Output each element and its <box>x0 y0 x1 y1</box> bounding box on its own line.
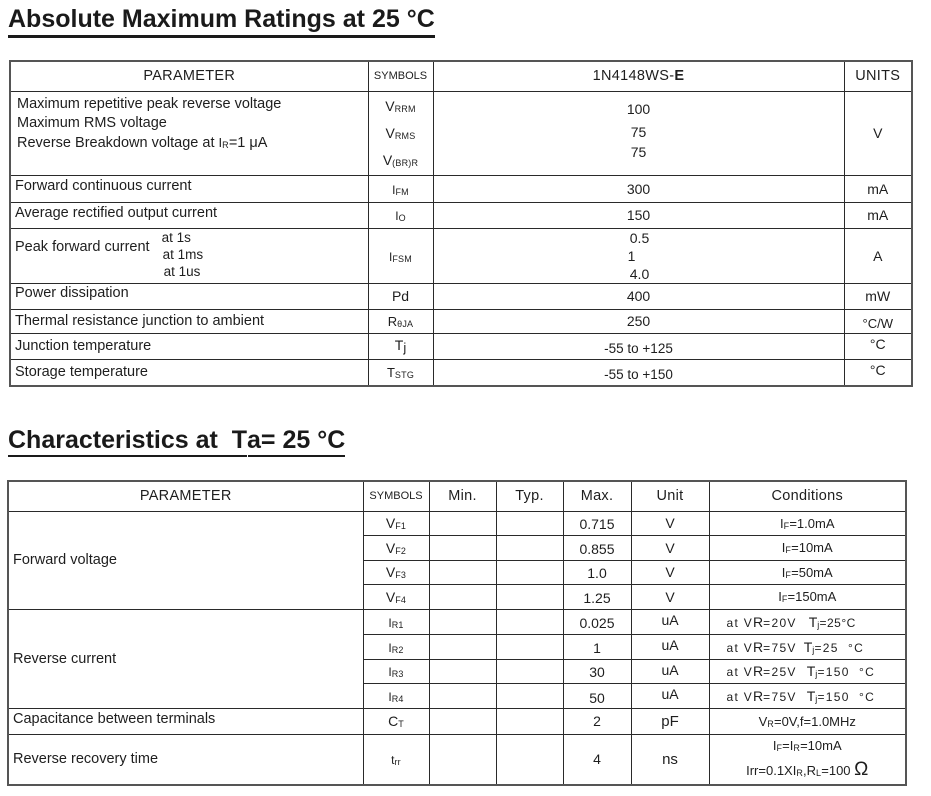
unit-cell: mA <box>844 202 912 228</box>
part-number-prefix: 1N4148WS- <box>592 68 675 85</box>
cond-irr-sub: R <box>796 767 804 778</box>
peak-cond-1us: at 1us <box>163 263 201 279</box>
cond-ir: =I <box>782 737 794 753</box>
cond-if-sub: F <box>776 742 783 753</box>
header-parameter: PARAMETER <box>8 481 363 511</box>
param-vbr <box>15 133 368 155</box>
cond-main: I <box>780 515 784 531</box>
header-symbols: SYMBOLS <box>363 481 429 511</box>
unit-cell: V <box>631 511 709 535</box>
cond-ir-main: I <box>218 134 223 150</box>
cond-main: V <box>758 713 768 729</box>
conditions-cell <box>709 609 906 634</box>
max-cell: 1.25 <box>563 584 631 609</box>
unit-cell: uA <box>631 609 709 634</box>
table-row <box>10 202 912 228</box>
symbol-main: T <box>394 337 404 353</box>
value-vbr: 75 <box>630 143 647 160</box>
unit-cell: °C <box>844 333 912 359</box>
cond-tj-sub: j <box>812 644 815 655</box>
symbol-cell <box>368 228 433 283</box>
cond-line-1 <box>710 735 906 759</box>
table-header-row <box>8 481 906 511</box>
cond-ir-rest: =1 μA <box>228 134 268 151</box>
table-row <box>8 511 906 535</box>
table-header-row <box>10 61 912 91</box>
min-cell <box>429 659 496 683</box>
header-typ: Typ. <box>496 481 563 511</box>
cond-at-v: at V <box>726 615 754 630</box>
symbol-sub: R3 <box>391 669 404 679</box>
symbol-cell <box>363 659 429 683</box>
max-cell: 1 <box>563 634 631 659</box>
min-cell <box>429 511 496 535</box>
symbol-cell <box>363 734 429 785</box>
typ-cell <box>496 584 563 609</box>
abs-max-title-text: Absolute Maximum Ratings at 25 °C <box>8 5 435 33</box>
value-cell: -55 to +125 <box>433 333 844 359</box>
unit-cell: °C/W <box>844 309 912 333</box>
typ-cell <box>496 634 563 659</box>
symbol-main: I <box>389 249 393 264</box>
symbol-sub: j <box>403 340 407 355</box>
peak-cond-1ms: at 1ms <box>162 246 204 262</box>
symbol-cell <box>368 175 433 202</box>
symbol-cell <box>368 202 433 228</box>
symbol-vrms <box>369 121 433 148</box>
value-cell: 300 <box>433 175 844 202</box>
table-row-voltages <box>10 91 912 175</box>
typ-cell <box>496 683 563 708</box>
unit-cell: ns <box>631 734 709 785</box>
cond-voltage: =75V <box>763 689 797 704</box>
symbol-sub: R1 <box>391 619 404 630</box>
unit-cell: pF <box>631 708 709 734</box>
cond-at-v-sub: R <box>753 613 764 630</box>
symbol-sub: RRM <box>394 103 416 114</box>
typ-cell <box>496 708 563 734</box>
max-cell: 0.715 <box>563 511 631 535</box>
conditions-cell <box>709 511 906 535</box>
min-cell <box>429 634 496 659</box>
symbol-cell <box>368 359 433 386</box>
part-number-suffix: E <box>674 68 685 85</box>
table-row <box>10 333 912 359</box>
min-cell <box>429 560 496 584</box>
max-cell: 50 <box>563 683 631 708</box>
param-label: Reverse recovery time <box>8 734 363 785</box>
characteristics-title-part1-wrap <box>8 426 247 455</box>
symbol-sub: STG <box>394 370 415 381</box>
title-underline <box>248 455 345 457</box>
cond-sub: R <box>767 718 774 729</box>
symbol-sub: T <box>398 719 404 729</box>
unit-cell: V <box>631 560 709 584</box>
symbol-cell <box>363 634 429 659</box>
conditions-cell <box>709 535 906 560</box>
symbol-main: C <box>388 713 399 729</box>
symbol-sub: F2 <box>395 545 407 556</box>
min-cell <box>429 683 496 708</box>
symbol-sub: FM <box>395 186 409 197</box>
cond-line-2 <box>710 759 906 784</box>
table-row <box>10 309 912 333</box>
param-label: Forward continuous current <box>10 175 368 202</box>
cond-tj: T <box>806 687 816 704</box>
voltage-symbols <box>368 91 433 175</box>
param-label: Storage temperature <box>10 359 368 386</box>
value-cell: 150 <box>433 202 844 228</box>
cond-rest: =150mA <box>787 589 837 604</box>
param-forward-voltage: Forward voltage <box>8 511 363 609</box>
symbol-cell <box>363 511 429 535</box>
symbol-sub: RMS <box>394 130 416 141</box>
header-conditions: Conditions <box>709 481 906 511</box>
conditions-cell <box>709 708 906 734</box>
cond-rl-sub: L <box>816 767 822 778</box>
conditions-cell <box>709 584 906 609</box>
min-cell <box>429 584 496 609</box>
title-underline <box>8 455 247 457</box>
symbol-cell <box>363 560 429 584</box>
unit-cell: °C <box>844 359 912 386</box>
cond-irr: Irr=0.1XI <box>746 762 797 778</box>
value-vrrm: 100 <box>626 100 651 117</box>
max-cell: 0.855 <box>563 535 631 560</box>
symbol-vbr <box>369 148 433 175</box>
cond-tj-sub: j <box>815 669 818 679</box>
cond-rest: =0V,f=1.0MHz <box>773 713 856 729</box>
ohm-symbol: Ω <box>854 758 869 780</box>
characteristics-title-part1: Characteristics at T <box>8 426 247 454</box>
symbol-main: I <box>388 665 392 679</box>
param-label: Peak forward current <box>15 238 150 255</box>
typ-cell <box>496 734 563 785</box>
cond-at-v-sub: R <box>753 687 764 704</box>
header-unit: Unit <box>631 481 709 511</box>
symbol-main: V <box>385 539 396 556</box>
symbol-sub: R2 <box>391 644 404 655</box>
symbol-main: t <box>391 753 395 767</box>
symbol-main: I <box>388 689 392 704</box>
cond-temp: =150 °C <box>817 665 876 679</box>
min-cell <box>429 535 496 560</box>
param-label: Capacitance between terminals <box>8 708 363 734</box>
param-label: Thermal resistance junction to ambient <box>10 309 368 333</box>
cond-temp: =25 °C <box>814 640 865 655</box>
typ-cell <box>496 659 563 683</box>
max-cell: 4 <box>563 734 631 785</box>
peak-values <box>433 228 844 283</box>
unit-cell: uA <box>631 683 709 708</box>
value-cell: 250 <box>433 309 844 333</box>
max-cell: 1.0 <box>563 560 631 584</box>
value-cell: 400 <box>433 283 844 309</box>
symbol-sub: (BR)R <box>392 157 419 168</box>
unit-cell: mW <box>844 283 912 309</box>
header-part-number <box>433 61 844 91</box>
cond-tj-sub: j <box>815 693 818 704</box>
symbol-cell <box>368 283 433 309</box>
cond-tj: T <box>808 613 818 630</box>
min-cell <box>429 609 496 634</box>
cond-sub: F <box>785 545 792 555</box>
table-row <box>10 359 912 386</box>
symbol-sub: F4 <box>395 594 407 605</box>
peak-value-1s: 0.5 <box>629 229 650 246</box>
param-vbr-text: Reverse Breakdown voltage at <box>17 134 219 151</box>
symbol-main: R <box>387 314 398 329</box>
cond-voltage: =20V <box>763 615 797 630</box>
value-vrms: 75 <box>630 123 647 140</box>
cond-voltage: =75V <box>763 640 797 655</box>
symbol-main: I <box>395 209 399 223</box>
cond-tj: T <box>803 638 813 655</box>
cond-at-v: at V <box>726 689 754 704</box>
peak-value-1us: 4.0 <box>629 265 650 282</box>
table-row-capacitance <box>8 708 906 734</box>
conditions-cell <box>709 683 906 708</box>
title-underline <box>8 35 435 38</box>
cond-rest: =10mA <box>791 540 833 555</box>
cond-temp: =25°C <box>819 615 856 630</box>
symbol-main: V <box>385 124 395 141</box>
voltage-values <box>433 91 844 175</box>
symbol-sub: O <box>398 213 406 223</box>
symbol-sub: F1 <box>395 521 407 531</box>
cond-at-v-sub: R <box>753 663 764 679</box>
header-parameter: PARAMETER <box>10 61 368 91</box>
max-cell: 0.025 <box>563 609 631 634</box>
cond-rest: =1.0mA <box>789 515 835 531</box>
cond-current: =10mA <box>800 737 842 753</box>
cond-rest: =50mA <box>791 564 833 580</box>
symbol-cell <box>363 708 429 734</box>
symbol-cell <box>363 535 429 560</box>
unit-cell: V <box>631 584 709 609</box>
typ-cell <box>496 535 563 560</box>
typ-cell <box>496 560 563 584</box>
typ-cell <box>496 609 563 634</box>
symbol-sub: θJA <box>397 319 414 329</box>
cond-ir-sub: R <box>793 742 801 753</box>
symbol-main: I <box>392 182 396 197</box>
symbol-cell <box>363 609 429 634</box>
cond-temp: =150 °C <box>817 689 876 704</box>
symbol-sub: rr <box>394 757 401 767</box>
symbol-main: V <box>385 515 396 531</box>
cond-rl: ,R <box>803 762 817 778</box>
param-label: Average rectified output current <box>10 202 368 228</box>
header-symbols: SYMBOLS <box>368 61 433 91</box>
cond-at-v: at V <box>726 665 754 679</box>
cond-at-v-sub: R <box>753 638 764 655</box>
unit-cell: mA <box>844 175 912 202</box>
cond-sub: F <box>783 520 790 531</box>
table-row <box>8 609 906 634</box>
header-units: UNITS <box>844 61 912 91</box>
max-cell: 30 <box>563 659 631 683</box>
param-label: Power dissipation <box>10 283 368 309</box>
characteristics-title-part2: a= 25 °C <box>247 426 346 454</box>
min-cell <box>429 708 496 734</box>
conditions-cell <box>709 734 906 785</box>
param-label: Junction temperature <box>10 333 368 359</box>
min-cell <box>429 734 496 785</box>
peak-conditions <box>162 229 204 280</box>
symbol-main: T <box>386 365 395 381</box>
symbol-main: V <box>385 564 396 580</box>
header-min: Min. <box>429 481 496 511</box>
abs-max-table <box>9 60 913 387</box>
peak-param <box>10 228 368 283</box>
unit-cell: A <box>844 228 912 283</box>
symbol-main: Pd <box>391 288 410 304</box>
symbol-main: I <box>388 640 392 655</box>
cond-main: I <box>781 564 786 580</box>
symbol-main: V <box>385 588 396 605</box>
param-reverse-current: Reverse current <box>8 609 363 708</box>
symbol-sub: R4 <box>391 693 404 704</box>
symbol-cell <box>368 333 433 359</box>
conditions-cell <box>709 659 906 683</box>
param-vrrm: Maximum repetitive peak reverse voltage <box>17 95 282 112</box>
symbol-sub: F3 <box>395 570 407 580</box>
unit-cell: uA <box>631 634 709 659</box>
characteristics-title <box>8 426 345 455</box>
abs-max-title <box>8 5 435 34</box>
cond-at-v: at V <box>726 640 754 655</box>
cond-main: I <box>778 589 782 604</box>
symbol-cell <box>363 584 429 609</box>
symbol-vrrm <box>369 94 433 121</box>
characteristics-title-part2-wrap <box>247 426 345 455</box>
cond-main: I <box>781 540 786 555</box>
table-row <box>10 283 912 309</box>
unit-cell: V <box>631 535 709 560</box>
peak-cond-1s: at 1s <box>161 229 191 245</box>
cond-tj-sub: j <box>817 619 820 630</box>
symbol-main: I <box>388 615 392 630</box>
symbol-main: V <box>382 151 393 168</box>
symbol-cell <box>368 309 433 333</box>
cond-voltage: =25V <box>763 665 797 679</box>
unit-cell: uA <box>631 659 709 683</box>
peak-value-1ms: 1 <box>627 247 636 264</box>
symbol-sub: FSM <box>392 253 412 264</box>
max-cell: 2 <box>563 708 631 734</box>
symbol-main: V <box>385 97 395 114</box>
cond-ir-sub: R <box>222 139 229 150</box>
conditions-cell <box>709 560 906 584</box>
conditions-cell <box>709 634 906 659</box>
param-vrms: Maximum RMS voltage <box>17 114 167 131</box>
value-cell: -55 to +150 <box>433 359 844 386</box>
table-row-recovery <box>8 734 906 785</box>
typ-cell <box>496 511 563 535</box>
cond-sub: F <box>781 594 788 604</box>
table-row-peak-current <box>10 228 912 283</box>
symbol-cell <box>363 683 429 708</box>
characteristics-table <box>7 480 907 786</box>
cond-tj: T <box>806 663 816 679</box>
voltage-unit: V <box>844 91 912 175</box>
voltage-params <box>10 91 368 175</box>
cond-sub: F <box>785 569 792 580</box>
table-row <box>10 175 912 202</box>
header-max: Max. <box>563 481 631 511</box>
cond-resistance: =100 <box>821 762 855 778</box>
cond-if: I <box>772 737 777 753</box>
